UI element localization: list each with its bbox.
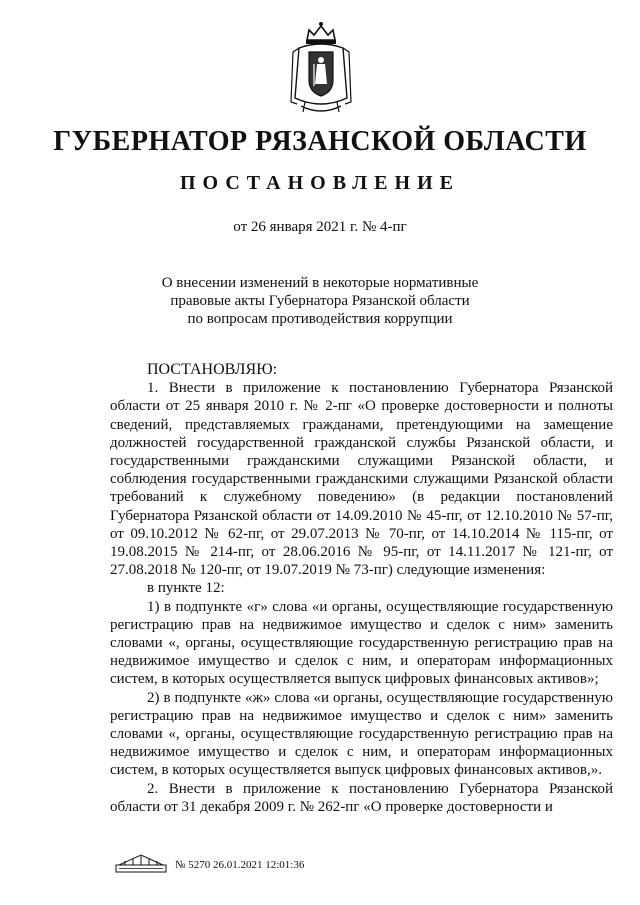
subject-line: О внесении изменений в некоторые нормативные <box>161 275 479 291</box>
government-building-stamp-icon <box>115 851 167 873</box>
paragraph: 2. Внести в приложение к постановлению Губернатора Рязанской области от 31 декабря 2009 г. № 262-пг «О проверке достоверности и <box>110 780 613 815</box>
paragraph: 1) в подпункте «г» слова «и органы, осуществляющие государственную регистрацию прав на недвижимое имущество и сделок с ним» заменить словами «, органы, осуществляющие государственную регистрацию прав на недвижимое имущество и сделок с ним, и операторам информационных систем, в которых осуществляется выпуск цифровых финансовых активов»; <box>110 598 613 688</box>
document-body <box>110 361 613 816</box>
registration-number: № 5270 26.01.2021 12:01:36 <box>175 859 305 871</box>
document-type: ПОСТАНОВЛЕНИЕ <box>180 172 460 194</box>
document-date-number: от 26 января 2021 г. № 4-пг <box>233 219 407 235</box>
paragraph: в пункте 12: <box>147 580 225 597</box>
subject-line: по вопросам противодействия коррупции <box>187 311 453 327</box>
org-title: ГУБЕРНАТОР РЯЗАНСКОЙ ОБЛАСТИ <box>53 126 587 157</box>
paragraph: 1. Внести в приложение к постановлению Губернатора Рязанской области от 25 января 2010 г. № 2-пг «О проверке достоверности и полноты сведений, представляемых гражданами, претендующими на замещение должностей государственной гражданской службы Рязанской области, и государственными гражданскими служащими Рязанской области, и соблюдения государственными гражданскими служащими Рязанской области требований к служебному поведению» (в редакции постановлений Губернатора Рязанской области от 14.09.2010 № 45-пг, от 12.10.2010 № 57-пг, от 09.10.2012 № 62-пг, от 29.07.2013 № 70-пг, от 14.10.2014 № 115-пг, от 19.08.2015 № 214-пг, от 28.06.2016 № 95-пг, от 14.11.2017 № 121-пг, от 27.08.2018 № 120-пг, от 19.07.2019 № 73-пг) следующие изменения: <box>110 380 613 579</box>
registration-footer <box>115 851 375 875</box>
decree-heading: ПОСТАНОВЛЯЮ: <box>147 361 278 378</box>
document-subject <box>150 274 490 328</box>
paragraph: 2) в подпункте «ж» слова «и органы, осуществляющие государственную регистрацию прав на недвижимое имущество и сделок с ним» заменить словами «, органы, осуществляющие государственную регистрацию прав на недвижимое имущество и сделок с ним, и операторам информационных систем, в которых осуществляется выпуск цифровых финансовых активов,». <box>110 689 613 779</box>
subject-line: правовые акты Губернатора Рязанской области <box>170 293 470 309</box>
ryazan-coat-of-arms-icon <box>287 18 355 118</box>
